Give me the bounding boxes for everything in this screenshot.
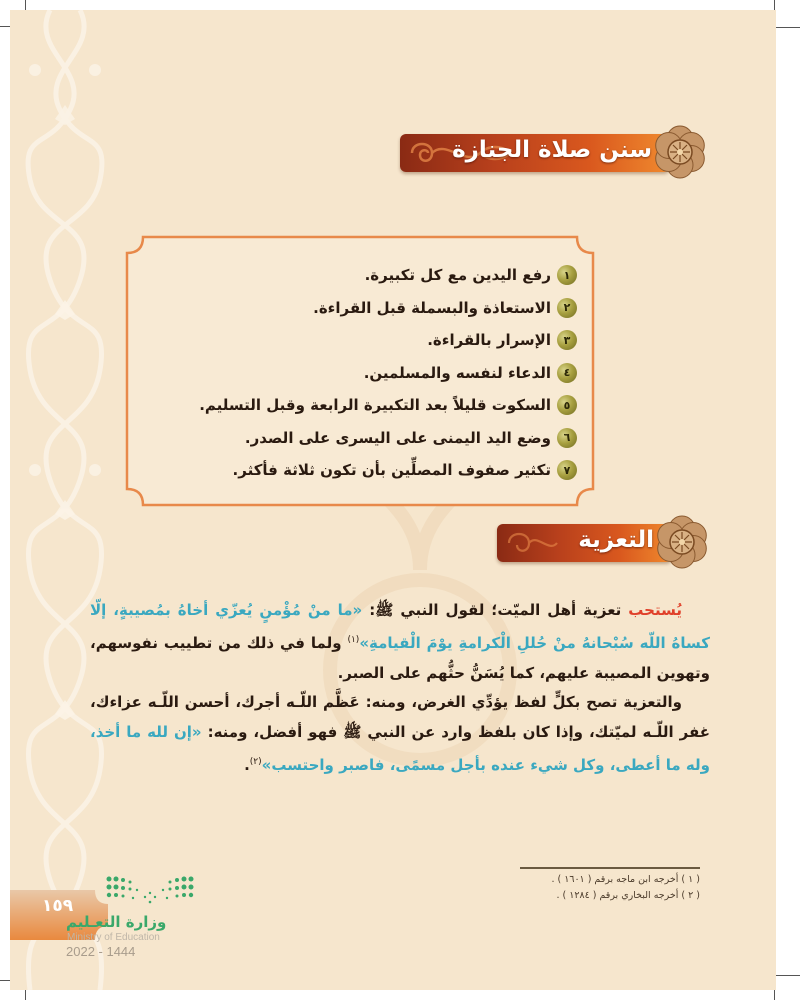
footnote-ref: (٢) [249,757,262,767]
list-item-text: الاستعاذة والبسملة قبل القراءة. [313,298,551,317]
paragraph-text: . [244,756,250,774]
paragraph-text: والتعزية تصح بكلٍّ لفظ يؤدِّي الغرض، ومنه: عَظَّم اللّـه أجرك، أحسن اللّـه عزاءك، غفر اللّـه لميّتك، وإذا كان بلفظ وارد عن النبي ﷺ فهو أفضل، ومنه: [90,693,710,741]
ministry-name-english: Ministry of Education [67,932,160,943]
paragraph-text: تعزية أهل الميّت؛ لقول النبي ﷺ: [362,601,629,619]
hadith-quote: «إن لله ما أخذ، وله ما أعطى، وكل شيء عنده بأجل مسمًى، فاصبر واحتسب» [90,723,710,774]
condolence-paragraph-2 [90,687,710,780]
list-item [137,292,577,325]
number-badge: ٤ [557,363,577,383]
condolence-paragraph-1 [90,595,710,688]
footnote-divider [520,867,700,869]
arabesque-border-ornament [10,10,120,990]
footnote-ref: (١) [347,635,360,645]
list-item [137,357,577,390]
swirl-ornament-icon [503,527,563,559]
footnotes [490,872,700,904]
crop-mark [774,975,800,976]
list-item-text: الدعاء لنفسه والمسلمين. [363,363,551,382]
ministry-name-arabic: وزارة التعـليم [66,913,167,931]
section-title: سنن صلاة الجنازة [452,137,652,163]
rosette-ornament-icon [654,514,710,570]
title-banner [497,524,672,562]
rosette-ornament-icon [652,124,708,180]
list-item [137,324,577,357]
list-item [137,454,577,487]
list-item [137,259,577,292]
page-number: ١٥٩ [42,896,74,916]
sunan-list [137,259,577,487]
sunan-list-box [125,235,595,507]
list-item-text: رفع اليدين مع كل تكبيرة. [364,266,551,285]
number-badge: ٦ [557,428,577,448]
ministry-logo-dots [105,875,195,907]
list-item-text: السكوت قليلاً بعد التكبيرة الرابعة وقبل التسليم. [199,396,551,415]
number-badge: ٥ [557,395,577,415]
list-item-text: تكثير صفوف المصلِّين بأن تكون ثلاثة فأكثر. [232,461,551,480]
number-badge: ٣ [557,330,577,350]
footnote-1: ( ١ ) أخرجه ابن ماجه برقم ( ١٦٠١ ) . [551,874,700,885]
list-item [137,389,577,422]
number-badge: ٢ [557,298,577,318]
section-title: التعزية [578,527,654,553]
title-banner [400,134,670,172]
highlighted-term: يُستحب [628,601,682,619]
section-header-condolence [495,520,710,564]
number-badge: ٧ [557,460,577,480]
number-badge: ١ [557,265,577,285]
section-header-funeral-prayer-sunan [398,130,708,174]
list-item [137,422,577,455]
footnote-2: ( ٢ ) أخرجه البخاري برقم ( ١٢٨٤ ) . [556,890,700,901]
list-item-text: وضع اليد اليمنى على اليسرى على الصدر. [244,428,551,447]
crop-mark [774,27,800,28]
list-item-text: الإسرار بالقراءة. [427,331,551,350]
edition-year: 2022 - 1444 [66,944,136,959]
textbook-page [10,10,776,990]
paragraph-text: ولما في ذلك من تطييب نفوسهم، وتهوين المصيبة عليهم، كما يُسَنُّ حثُّهم على الصبر. [90,634,710,682]
hadith-quote: «ما منْ مُؤْمنٍ يُعزّي أخاهُ بمُصيبةٍ، إلّا كساهُ اللّه سُبْحانهُ منْ حُللِ الْكرامةِ يوْمَ الْقيامةِ» [90,601,711,652]
